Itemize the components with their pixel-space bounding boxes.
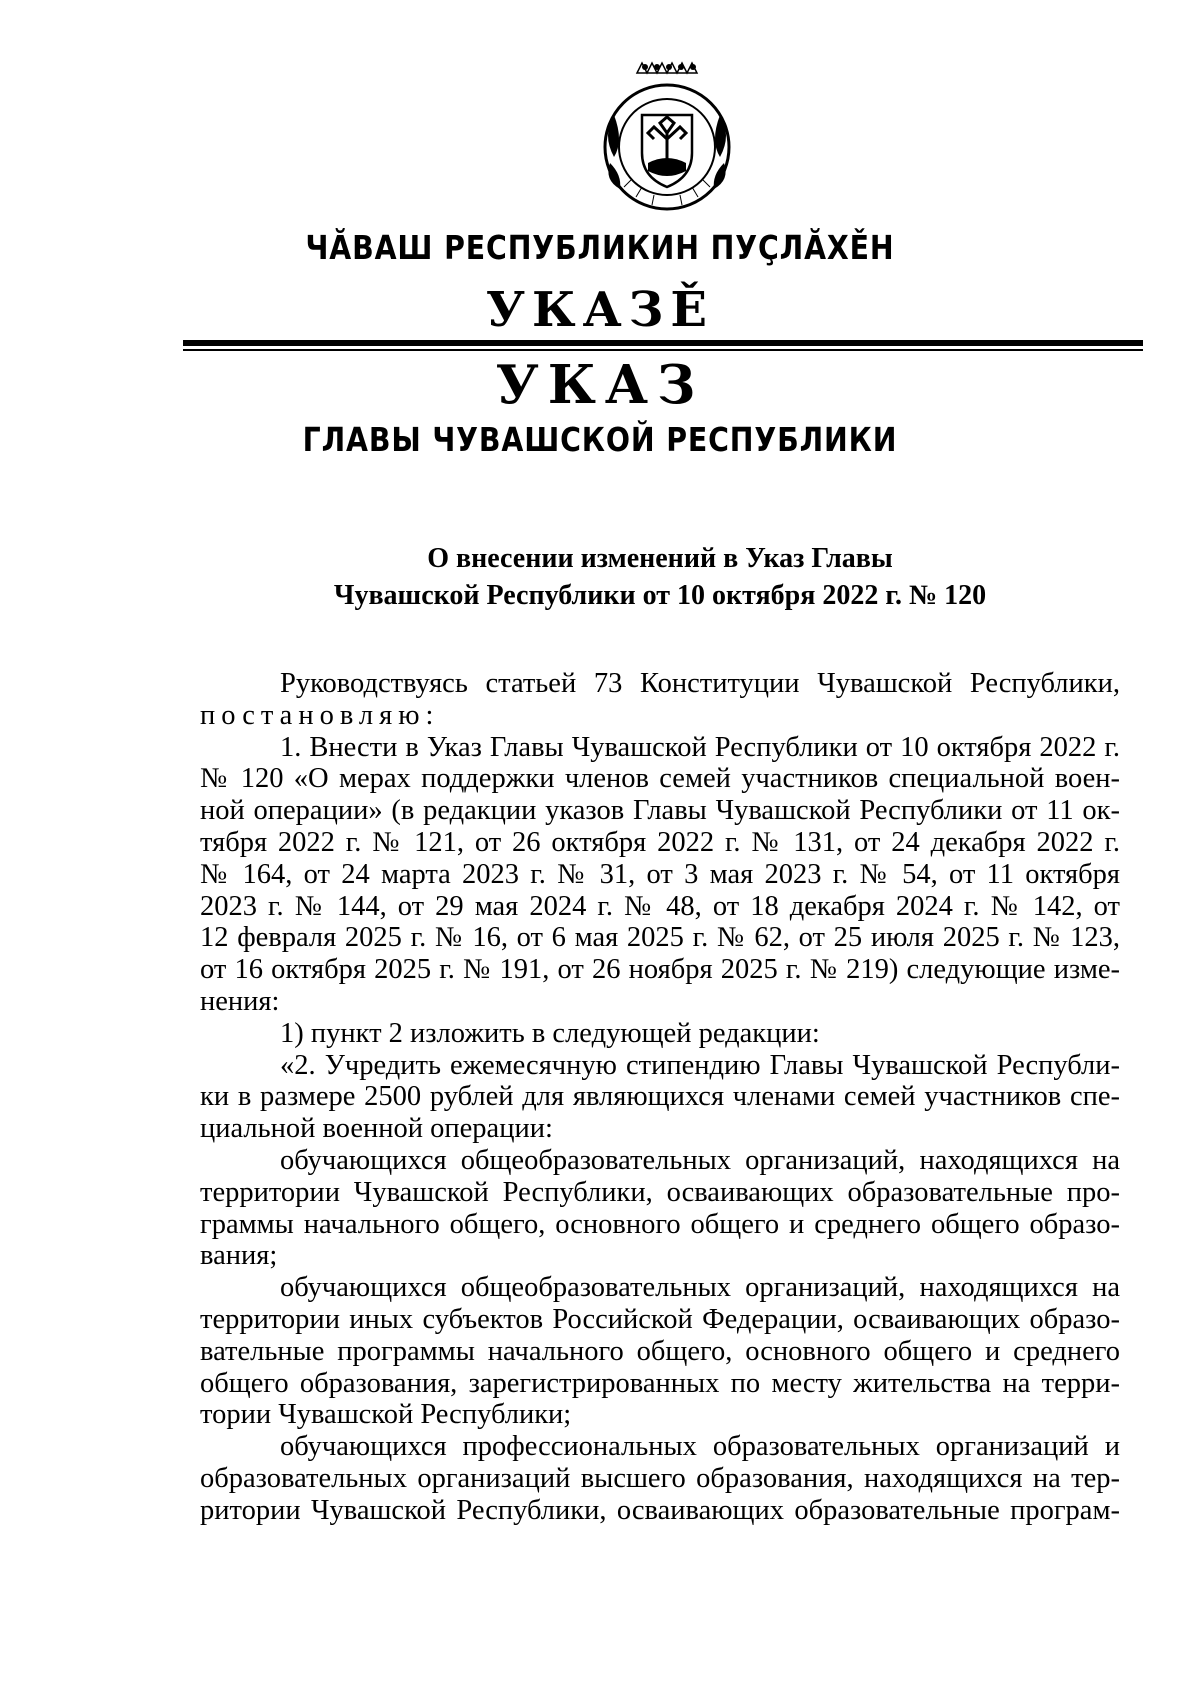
header-divider-thin (183, 349, 1143, 351)
body-line: территории Чувашской Республики, осваивающих образовательные про- (200, 1176, 1120, 1208)
body-line: ритории Чувашской Республики, осваивающих образовательные програм- (200, 1494, 1120, 1526)
body-line: ной операции» (в редакции указов Главы Чувашской Республики от 11 ок- (200, 795, 1120, 827)
body-line: циальной военной операции: (200, 1113, 553, 1145)
document-body (200, 668, 1120, 1527)
coat-of-arms-icon (592, 55, 742, 215)
body-line: вательные программы начального общего, основного общего и среднего (200, 1335, 1120, 1367)
body-line: территории иных субъектов Российской Федерации, осваивающих образо- (200, 1303, 1120, 1335)
body-line: «2. Учредить ежемесячную стипендию Главы Чувашской Республи- (280, 1049, 1120, 1081)
body-line: от 16 октября 2025 г. № 191, от 26 ноября 2025 г. № 219) следующие изме- (200, 954, 1120, 986)
body-line: Руководствуясь статьей 73 Конституции Чувашской Республики, (280, 668, 1120, 699)
body-line: № 164, от 24 марта 2023 г. № 31, от 3 мая 2023 г. № 54, от 11 октября (200, 858, 1120, 890)
body-line: обучающихся общеобразовательных организаций, находящихся на (280, 1272, 1120, 1304)
header-russian-decree: УКАЗ (495, 354, 705, 416)
body-line: № 120 «О мерах поддержки членов семей участников специальной воен- (200, 763, 1120, 795)
body-line: тории Чувашской Республики; (200, 1399, 572, 1431)
body-line: 1) пункт 2 изложить в следующей редакции: (280, 1017, 820, 1049)
body-line: 12 февраля 2025 г. № 16, от 6 мая 2025 г. № 62, от 25 июля 2025 г. № 123, (200, 922, 1120, 954)
body-line: обучающихся общеобразовательных организаций, находящихся на (280, 1144, 1120, 1176)
title-line: Чувашской Республики от 10 октября 2022 г. № 120 (333, 580, 987, 611)
body-line: нения: (200, 985, 280, 1017)
header-chuvash-authority: ЧĂВАШ РЕСПУБЛИКИН ПУҪЛĂХĚН (305, 228, 895, 267)
header-russian-authority: ГЛАВЫ ЧУВАШСКОЙ РЕСПУБЛИКИ (302, 420, 898, 459)
document-title (200, 540, 1120, 614)
body-line: ки в размере 2500 рублей для являющихся членами семей участников спе- (200, 1081, 1120, 1113)
body-line: обучающихся профессиональных образовательных организаций и (280, 1431, 1120, 1463)
body-line: 2023 г. № 144, от 29 мая 2024 г. № 48, от 18 декабря 2024 г. № 142, от (200, 890, 1120, 922)
body-line: постановляю: (200, 699, 440, 731)
body-line: общего образования, зарегистрированных по месту жительства на терри- (200, 1367, 1120, 1399)
header-divider-thick (183, 340, 1143, 346)
header-chuvash-decree: УКАЗĚ (486, 282, 714, 338)
title-line: О внесении изменений в Указ Главы (427, 543, 893, 574)
body-line: образовательных организаций высшего образования, находящихся на тер- (200, 1462, 1120, 1494)
body-line: тября 2022 г. № 121, от 26 октября 2022 г. № 131, от 24 декабря 2022 г. (200, 826, 1120, 858)
body-line: вания; (200, 1240, 278, 1272)
body-line: граммы начального общего, основного общего и среднего общего образо- (200, 1208, 1120, 1240)
body-line: 1. Внести в Указ Главы Чувашской Республики от 10 октября 2022 г. (280, 731, 1120, 763)
